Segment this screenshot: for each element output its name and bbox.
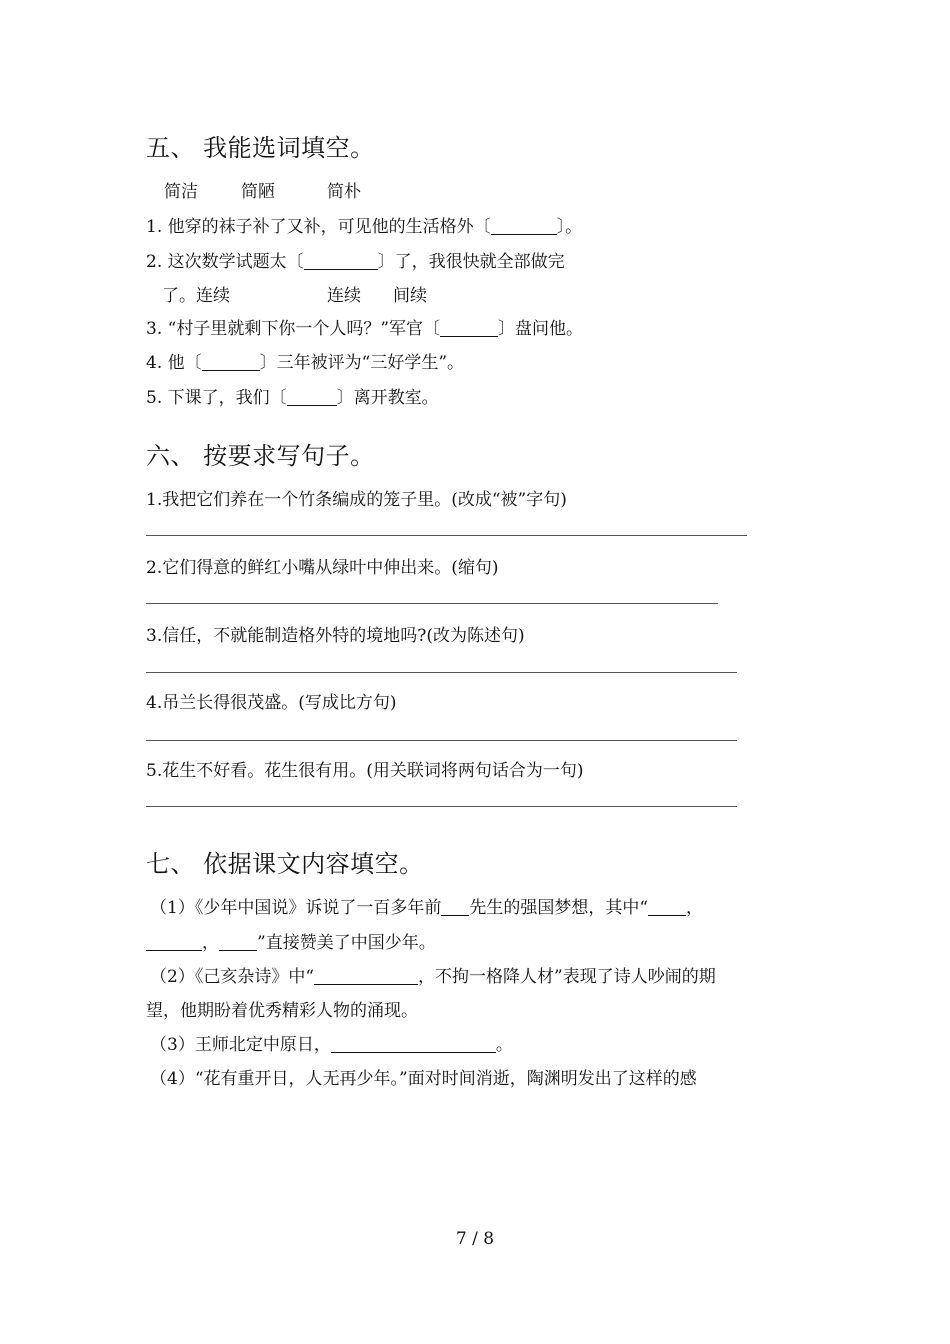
- item-text: 。: [495, 1035, 513, 1055]
- rewrite-prompt: 3.信任，不就能制造格外特的境地吗?(改为陈述句): [146, 626, 525, 646]
- answer-line[interactable]: [146, 672, 737, 673]
- word-option: 间续: [393, 286, 427, 306]
- item-text-after: 〕离开教室。: [336, 388, 439, 408]
- fill-item: [146, 247, 565, 272]
- answer-blank[interactable]: [331, 1051, 496, 1053]
- answer-blank[interactable]: [287, 404, 337, 406]
- item-number: （4）: [150, 1069, 195, 1089]
- recite-item-4: [150, 1064, 697, 1089]
- recite-item-1: [150, 893, 703, 918]
- item-text-before: “村子里就剩下你一个人吗？”军官〔: [167, 319, 441, 339]
- word-option: 简陋: [241, 182, 275, 202]
- item-text: ”直接赞美了中国少年。: [257, 933, 436, 953]
- item-number: 2.: [146, 252, 163, 272]
- recite-item-3: [150, 1030, 513, 1055]
- rewrite-prompt: 5.花生不好看。花生很有用。(用关联词将两句话合为一句): [146, 761, 584, 781]
- section-7-title: 七、 依据课文内容填空。: [146, 850, 424, 878]
- answer-blank[interactable]: [202, 369, 260, 371]
- recite-item-2-cont: 望，他期盼着优秀精彩人物的涌现。: [146, 1001, 418, 1021]
- item-text: 王师北定中原日，: [194, 1035, 331, 1055]
- item-number: 1.: [146, 217, 163, 237]
- word-option: 连续: [327, 286, 361, 306]
- item-number: 3.: [146, 319, 163, 339]
- item-number: （3）: [150, 1035, 195, 1055]
- answer-blank[interactable]: [304, 268, 378, 270]
- answer-line[interactable]: [146, 535, 747, 536]
- item-text-before: 下课了，我们〔: [167, 388, 287, 408]
- answer-blank[interactable]: [314, 983, 418, 985]
- fill-item: [146, 383, 439, 408]
- rewrite-prompt: 1.我把它们养在一个竹条编成的笼子里。(改成“被”字句): [146, 490, 567, 510]
- item-number: （1）: [150, 898, 195, 918]
- item-text-after: 〕了，我很快就全部做完: [377, 252, 565, 272]
- item-text-before: 他〔: [167, 353, 202, 373]
- item-text-after: 〕盘问他。: [498, 319, 584, 339]
- answer-blank[interactable]: [440, 335, 498, 337]
- section-6-title: 六、 按要求写句子。: [146, 442, 375, 470]
- item-number: 4.: [146, 353, 163, 373]
- fill-item: [146, 314, 583, 339]
- item-text: 先生的强国梦想，其中“: [469, 898, 649, 918]
- answer-blank[interactable]: [648, 914, 686, 916]
- answer-blank[interactable]: [219, 949, 257, 951]
- item-text-after: 〕。: [556, 217, 583, 237]
- item-text: “花有重开日，人无再少年。”面对时间消逝，陶渊明发出了这样的感: [194, 1069, 697, 1089]
- fill-item: [146, 348, 464, 373]
- item-text: 《少年中国说》诉说了一百多年前: [194, 898, 442, 918]
- word-option: 简朴: [327, 182, 361, 202]
- recite-item-2: [150, 962, 716, 987]
- answer-line[interactable]: [146, 806, 737, 807]
- item-text: ，不拘一格降人材”表现了诗人吵闹的期: [418, 967, 716, 987]
- answer-line[interactable]: [146, 740, 737, 741]
- item-number: 5.: [146, 388, 163, 408]
- section-5-title: 五、 我能选词填空。: [146, 134, 375, 162]
- rewrite-prompt: 4.吊兰长得很茂盛。(写成比方句): [146, 693, 397, 713]
- recite-item-1-cont: [146, 928, 436, 953]
- page-number: 7 / 8: [455, 1229, 495, 1249]
- word-option: 简洁: [164, 182, 198, 202]
- answer-blank[interactable]: [146, 949, 202, 951]
- item-continuation: 了。连续: [162, 286, 230, 306]
- item-text-after: 〕三年被评为“三好学生”。: [259, 353, 465, 373]
- answer-blank[interactable]: [441, 914, 469, 916]
- item-number: （2）: [150, 967, 195, 987]
- item-text: 《己亥杂诗》中“: [194, 967, 315, 987]
- item-text-before: 这次数学试题太〔: [167, 252, 304, 272]
- rewrite-prompt: 2.它们得意的鲜红小嘴从绿叶中伸出来。(缩句): [146, 558, 499, 578]
- item-text: ，: [202, 933, 219, 953]
- answer-blank[interactable]: [491, 233, 557, 235]
- item-text-before: 他穿的袜子补了又补，可见他的生活格外〔: [167, 217, 491, 237]
- fill-item: [146, 212, 582, 237]
- answer-line[interactable]: [146, 603, 718, 604]
- item-text: ，: [686, 898, 704, 918]
